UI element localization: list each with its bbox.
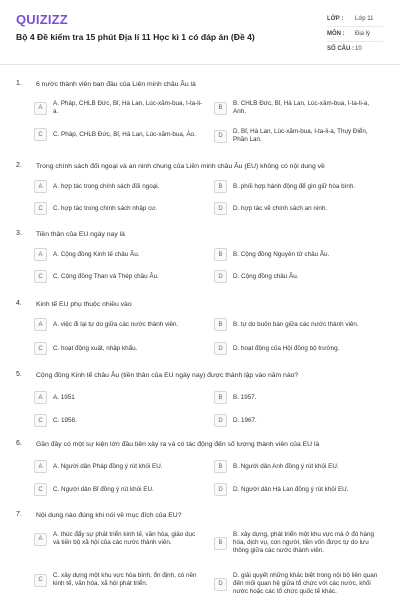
option-text: D. Người dân Hà Lan đồng ý rút khỏi EU. <box>233 485 349 493</box>
option-b[interactable] <box>214 531 383 555</box>
option-d[interactable] <box>214 572 383 596</box>
option-b[interactable] <box>214 391 383 404</box>
option-text: C. hợp tác trong chính sách nhập cư. <box>53 204 158 212</box>
question-number: 7. <box>16 511 22 518</box>
meta-row-class <box>327 12 383 27</box>
option-b[interactable] <box>214 180 383 193</box>
option-text: B. Người dân Anh đồng ý rút khỏi EU. <box>233 462 339 470</box>
option-a[interactable] <box>34 100 203 116</box>
meta-panel <box>327 12 383 56</box>
question-text: Trong chính sách đối ngoại và an ninh chung của Liên minh châu Âu (EU) không có nội dung về <box>36 163 325 170</box>
option-a[interactable] <box>34 460 203 473</box>
option-text: C. Pháp, CHLB Đức, Bỉ, Hà Lan, Lúc-xăm-bua, Áo. <box>53 130 196 138</box>
option-text: D. 1967. <box>233 416 257 424</box>
option-text: D. Cộng đồng châu Âu. <box>233 272 299 280</box>
option-letter: A <box>34 102 47 115</box>
option-b[interactable] <box>214 460 383 473</box>
question-text: Gần đây có một sự kiện lớn đầu tiên xảy ra và có tác động đến số lượng thành viên của EU là <box>36 441 320 448</box>
option-c[interactable] <box>34 202 203 215</box>
option-text: C. Người dân Bỉ đồng ý rút khỏi EU. <box>53 485 154 493</box>
meta-value: 10 <box>355 46 362 52</box>
question-text: Cộng đồng Kinh tế châu Âu (tiền thân của EU ngày nay) được thành lập vào năm nào? <box>36 372 299 379</box>
option-text: A. Pháp, CHLB Đức, Bỉ, Hà Lan, Lúc-xăm-bua, I-ta-li-a. <box>53 100 203 115</box>
option-c[interactable] <box>34 128 203 141</box>
option-letter: B <box>214 180 227 193</box>
option-b[interactable] <box>214 248 383 261</box>
option-a[interactable] <box>34 318 203 331</box>
option-text: B. 1957. <box>233 393 257 401</box>
question-number: 6. <box>16 440 22 447</box>
option-letter: C <box>34 414 47 427</box>
option-text: B. xây dựng, phát triển một khu vực mà ở đó hàng hóa, dịch vụ, con người, tiền vốn được tự do lưu thông giữa các nước thành viên. <box>233 531 375 554</box>
option-text: C. Cộng đồng Than và Thép châu Âu. <box>53 272 159 280</box>
option-a[interactable] <box>34 531 203 547</box>
option-c[interactable] <box>34 572 203 588</box>
option-c[interactable] <box>34 342 203 355</box>
option-letter: D <box>214 202 227 215</box>
option-d[interactable] <box>214 202 383 215</box>
option-text: C. xây dựng một khu vực hòa bình, ổn định, có nền kinh tế, văn hóa, xã hội phát triển. <box>53 572 197 587</box>
question-number: 2. <box>16 162 22 169</box>
option-text: A. việc đi lại tự do giữa các nước thành viên. <box>53 320 179 328</box>
question-number: 1. <box>16 80 22 87</box>
option-letter: A <box>34 391 47 404</box>
option-b[interactable] <box>214 100 383 116</box>
option-letter: C <box>34 342 47 355</box>
option-letter: C <box>34 574 47 587</box>
option-letter: B <box>214 537 227 550</box>
option-letter: D <box>214 414 227 427</box>
meta-value: Lớp 11 <box>355 16 374 22</box>
option-letter: D <box>214 483 227 496</box>
option-text: C. hoạt động xuất, nhập khẩu. <box>53 344 138 352</box>
option-a[interactable] <box>34 248 203 261</box>
option-d[interactable] <box>214 128 383 144</box>
option-text: A. hợp tác trong chính sách đối ngoại. <box>53 182 160 190</box>
option-letter: A <box>34 180 47 193</box>
question-text: Nội dung nào đúng khi nói về mục đích của EU? <box>36 512 182 519</box>
option-letter: D <box>214 130 227 143</box>
option-letter: B <box>214 460 227 473</box>
option-letter: A <box>34 533 47 546</box>
question-number: 5. <box>16 371 22 378</box>
option-c[interactable] <box>34 483 203 496</box>
option-letter: C <box>34 128 47 141</box>
option-letter: A <box>34 248 47 261</box>
option-text: A. thúc đẩy sự phát triển kinh tế, văn hóa, giáo dục và tiến bộ xã hội của các nước thành viên. <box>53 531 196 546</box>
question-text: Tiền thân của EU ngày nay là <box>36 231 125 238</box>
question-number: 3. <box>16 230 22 237</box>
option-letter: D <box>214 342 227 355</box>
option-letter: D <box>214 270 227 283</box>
option-d[interactable] <box>214 483 383 496</box>
option-text: C. 1958. <box>53 416 77 424</box>
meta-row-subject <box>327 27 383 42</box>
option-letter: C <box>34 270 47 283</box>
option-text: B. tự do buôn bán giữa các nước thành viên. <box>233 320 359 328</box>
option-c[interactable] <box>34 270 203 283</box>
meta-key: LỚP : <box>327 16 344 22</box>
option-text: B. CHLB Đức, Bỉ, Hà Lan, Lúc-xăm-bua, I-ta-li-a, Anh. <box>233 100 370 115</box>
question-text: Kinh tế EU phụ thuộc nhiều vào <box>36 301 132 308</box>
option-letter: B <box>214 318 227 331</box>
option-a[interactable] <box>34 391 203 404</box>
worksheet-title: Bộ 4 Đề kiểm tra 15 phút Địa lí 11 Học kì 1 có đáp án (Đề 4) <box>16 32 255 42</box>
meta-key: MÔN : <box>327 31 345 37</box>
question-number: 4. <box>16 300 22 307</box>
option-text: A. Cộng đồng Kinh tế châu Âu. <box>53 250 140 258</box>
question-text: 6 nước thành viên ban đầu của Liên minh châu Âu là <box>36 81 196 88</box>
meta-value: Địa lý <box>355 31 371 37</box>
option-b[interactable] <box>214 318 383 331</box>
option-letter: C <box>34 483 47 496</box>
option-d[interactable] <box>214 342 383 355</box>
option-d[interactable] <box>214 414 383 427</box>
option-letter: B <box>214 391 227 404</box>
quizizz-logo: QUIZIZZ <box>16 12 68 27</box>
option-letter: B <box>214 102 227 115</box>
meta-key: SỐ CÂU : <box>327 46 354 52</box>
option-text: D. hợp tác về chính sách an ninh. <box>233 204 328 212</box>
worksheet-header <box>0 0 400 65</box>
option-text: A. Người dân Pháp đồng ý rút khỏi EU. <box>53 462 163 470</box>
option-letter: C <box>34 202 47 215</box>
option-text: D. Bỉ, Hà Lan, Lúc-xăm-bua, I-ta-li-a, Thụy Điển, Phần Lan. <box>233 128 368 143</box>
option-text: D. giải quyết những khác biệt trong nội bộ liên quan đến mối quan hệ giữa tổ chức với các nước, khối nước hoặc các tổ chức quốc tế khác. <box>233 572 378 595</box>
meta-row-count <box>327 42 383 56</box>
option-text: B. Cộng đồng Nguyên tử châu Âu. <box>233 250 330 258</box>
option-letter: D <box>214 578 227 591</box>
option-letter: A <box>34 318 47 331</box>
option-a[interactable] <box>34 180 203 193</box>
option-text: D. hoạt động của Hội đồng bộ trưởng. <box>233 344 340 352</box>
option-text: A. 1951 <box>53 393 75 401</box>
option-letter: B <box>214 248 227 261</box>
option-d[interactable] <box>214 270 383 283</box>
option-text: B. phối hợp hành động để gìn giữ hòa bình. <box>233 182 356 190</box>
option-c[interactable] <box>34 414 203 427</box>
option-letter: A <box>34 460 47 473</box>
